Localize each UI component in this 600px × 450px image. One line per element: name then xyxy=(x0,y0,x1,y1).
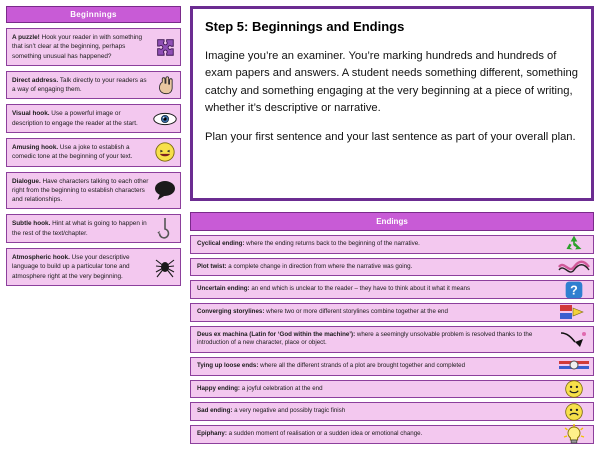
list-item xyxy=(190,425,594,444)
beginnings-item-lead: Dialogue. xyxy=(12,177,41,185)
beginnings-item-lead: A puzzle! xyxy=(12,34,40,41)
endings-item-text: where a seemingly unsolvable problem is resolved thanks to the introduction of a new character, place or object. xyxy=(197,330,533,347)
endings-item-lead: Plot twist: xyxy=(197,262,227,270)
list-item xyxy=(190,357,594,376)
endings-item-lead: Epiphany: xyxy=(197,430,227,438)
list-item xyxy=(6,248,181,286)
beginnings-item-text: Use a powerful image or description to engage the reader at the start. xyxy=(12,110,138,127)
endings-column xyxy=(190,212,594,444)
page-title: Step 5: Beginnings and Endings xyxy=(205,19,405,34)
beginnings-item-text: Talk directly to your readers as a way of engaging them. xyxy=(12,76,147,94)
speech-bubble-icon xyxy=(153,178,177,202)
endings-item-lead: Converging storylines: xyxy=(197,308,265,316)
list-item xyxy=(190,235,594,254)
beginnings-item-lead: Visual hook. xyxy=(12,110,50,118)
sad-face-icon xyxy=(557,401,591,423)
endings-item-lead: Deus ex machina (Latin for ‘God within the machine’): xyxy=(197,330,356,338)
magic-wand-icon xyxy=(557,328,591,350)
endings-header: Endings xyxy=(190,212,594,231)
list-item xyxy=(190,326,594,353)
list-item xyxy=(6,28,181,66)
list-item xyxy=(6,138,181,167)
list-item xyxy=(190,380,594,399)
question-mark-icon xyxy=(557,279,591,301)
endings-item-lead: Uncertain ending: xyxy=(197,285,250,293)
knot-ribbon-icon xyxy=(557,355,591,377)
beginnings-item-lead: Direct address. xyxy=(12,76,59,84)
endings-item-text: a complete change in direction from where the narrative was going. xyxy=(226,262,413,270)
twisted-ribbon-icon xyxy=(557,256,591,278)
endings-item-lead: Cyclical ending: xyxy=(197,240,245,247)
endings-item-text: an end which is unclear to the reader – they have to think about it what it means xyxy=(249,285,471,293)
list-item xyxy=(190,258,594,277)
puzzle-piece-icon xyxy=(153,35,177,59)
lightbulb-icon xyxy=(557,423,591,445)
smiley-face-icon xyxy=(557,378,591,400)
list-item xyxy=(190,280,594,299)
endings-item-text: a very negative and possibly tragic finish xyxy=(232,407,346,415)
beginnings-item-text: Use your descriptive language to build up a particular tone and atmosphere right at the very beginning. xyxy=(12,253,130,280)
list-item xyxy=(6,214,181,243)
endings-item-text: where all the different strands of a plot are brought together and completed xyxy=(258,362,466,370)
list-item xyxy=(6,104,181,133)
beginnings-item-text: Use a joke to establish a comedic tone at the beginning of your text. xyxy=(12,143,133,161)
beginnings-item-lead: Amusing hook. xyxy=(12,143,59,151)
converging-arrows-icon xyxy=(557,301,591,323)
step-paragraph-1: Imagine you’re an examiner. You’re marking hundreds and hundreds of exam papers and answers. A student needs something different, something catchy and something engaging at the very beginning at a piece of writing, whether it’s descriptive or narrative. xyxy=(205,50,578,115)
endings-item-lead: Happy ending: xyxy=(197,384,240,392)
step-paragraph-2: Plan your first sentence and your last sentence as part of your overall plan. xyxy=(205,131,576,144)
endings-item-text: a joyful celebration at the end xyxy=(239,384,323,392)
beginnings-column xyxy=(6,6,181,286)
laughing-face-icon xyxy=(153,140,177,164)
step-panel xyxy=(190,6,594,201)
endings-item-text: a sudden moment of realisation or a sudden idea or emotional change. xyxy=(226,430,423,438)
list-item xyxy=(190,303,594,322)
list-item xyxy=(190,402,594,421)
endings-item-lead: Sad ending: xyxy=(197,407,233,415)
endings-item-text: where two or more different storylines combine together at the end xyxy=(264,308,448,316)
spider-icon xyxy=(153,255,177,279)
endings-item-text: where the ending returns back to the beginning of the narrative. xyxy=(244,240,420,247)
svg-text:?: ? xyxy=(570,283,578,298)
beginnings-item-lead: Atmospheric hook. xyxy=(12,253,70,261)
beginnings-item-lead: Subtle hook. xyxy=(12,220,51,228)
list-item xyxy=(6,172,181,210)
eye-icon xyxy=(153,107,177,131)
pointing-hand-icon xyxy=(153,73,177,97)
recycle-icon xyxy=(557,233,591,255)
fishing-hook-icon xyxy=(153,217,177,241)
endings-item-lead: Tying up loose ends: xyxy=(197,362,259,370)
list-item xyxy=(6,71,181,100)
beginnings-item-text: Have characters talking to each other right from the beginning to establish characters and relationships. xyxy=(12,177,149,204)
beginnings-item-text: Hint at what is going to happen in the rest of the text/chapter. xyxy=(12,220,147,237)
beginnings-item-text: Hook your reader in with something that isn’t clear at the beginning, perhaps something unusual has happened? xyxy=(12,34,143,60)
beginnings-header: Beginnings xyxy=(6,6,181,23)
